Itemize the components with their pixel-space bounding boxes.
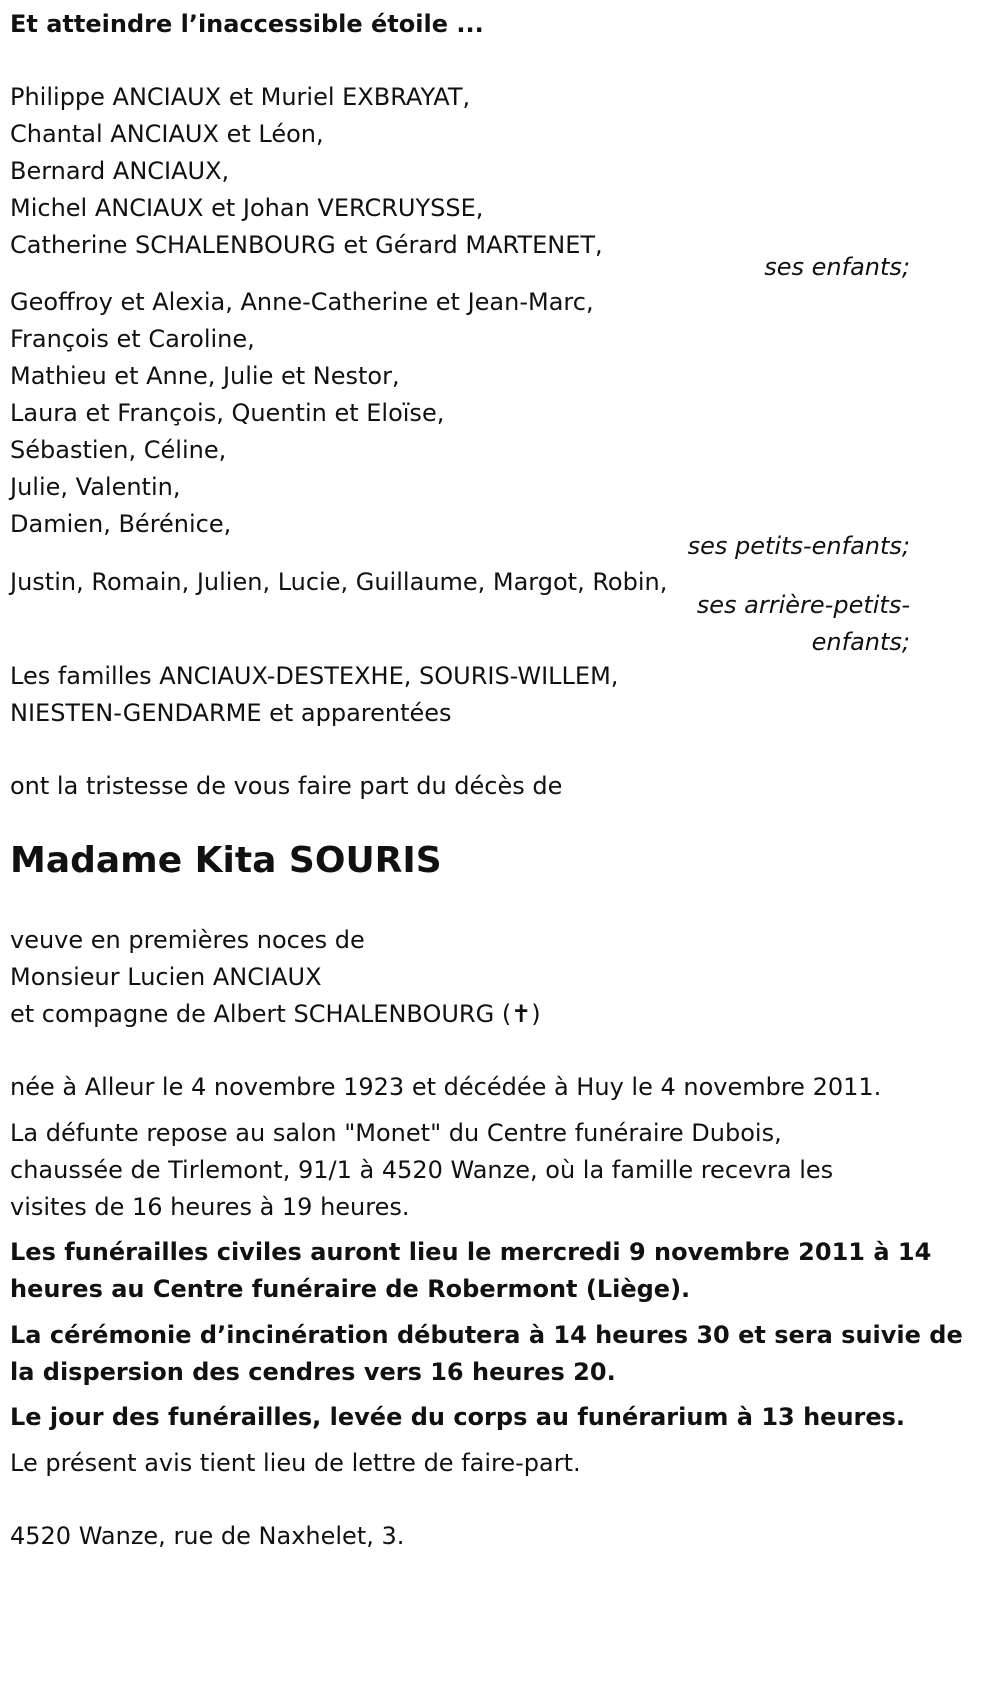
list-item: Philippe ANCIAUX et Muriel EXBRAYAT, [10, 83, 471, 111]
children-caption: ses enfants; [764, 253, 910, 281]
list-item: Catherine SCHALENBOURG et Gérard MARTENET, [10, 231, 603, 259]
list-item: Mathieu et Anne, Julie et Nestor, [10, 362, 400, 390]
epigraph [10, 6, 910, 43]
funeral-line: Les funérailles civiles auront lieu le mercredi 9 novembre 2011 à 14 [10, 1238, 932, 1266]
list-item: Bernard ANCIAUX, [10, 157, 230, 185]
list-item: Julie, Valentin, [10, 473, 181, 501]
viewing-line: chaussée de Tirlemont, 91/1 à 4520 Wanze, où la famille recevra les [10, 1156, 834, 1184]
relation-line: Monsieur Lucien ANCIAUX [10, 963, 322, 991]
funeral-line: heures au Centre funéraire de Robermont (Liège). [10, 1275, 691, 1303]
list-item: Sébastien, Céline, [10, 436, 227, 464]
address: 4520 Wanze, rue de Naxhelet, 3. [10, 1522, 405, 1550]
relations [10, 922, 910, 1033]
funeral-info [10, 1234, 932, 1308]
children-list [10, 79, 910, 264]
viewing-line: La défunte repose au salon "Monet" du Centre funéraire Dubois, [10, 1119, 782, 1147]
epigraph-text: Et atteindre l’inaccessible étoile ... [10, 10, 484, 38]
viewing-info [10, 1115, 910, 1226]
list-item: Geoffroy et Alexia, Anne-Catherine et Jean-Marc, [10, 288, 594, 316]
caption-line: ses arrière-petits- [696, 591, 910, 619]
list-item: Damien, Bérénice, [10, 510, 232, 538]
great-grandchildren-caption [697, 587, 910, 661]
removal-info: Le jour des funérailles, levée du corps au funérarium à 13 heures. [10, 1403, 906, 1431]
caption-line: enfants; [811, 628, 910, 656]
deceased-name: Madame Kita SOURIS [10, 840, 442, 881]
list-item: François et Caroline, [10, 325, 255, 353]
families-list [10, 658, 910, 732]
announcement: ont la tristesse de vous faire part du décès de [10, 772, 563, 800]
cremation-line: La cérémonie d’incinération débutera à 14 heures 30 et sera suivie de [10, 1321, 963, 1349]
list-item: Laura et François, Quentin et Eloïse, [10, 399, 445, 427]
notice: Le présent avis tient lieu de lettre de faire-part. [10, 1449, 581, 1477]
list-item: Justin, Romain, Julien, Lucie, Guillaume, Margot, Robin, [10, 568, 668, 596]
grandchildren-list [10, 284, 910, 543]
birth-death: née à Alleur le 4 novembre 1923 et décédée à Huy le 4 novembre 2011. [10, 1073, 882, 1101]
viewing-line: visites de 16 heures à 19 heures. [10, 1193, 410, 1221]
list-item: Chantal ANCIAUX et Léon, [10, 120, 324, 148]
list-item: Les familles ANCIAUX-DESTEXHE, SOURIS-WILLEM, [10, 662, 619, 690]
grandchildren-caption: ses petits-enfants; [687, 532, 910, 560]
relation-line: et compagne de Albert SCHALENBOURG (✝) [10, 1000, 541, 1028]
list-item: Michel ANCIAUX et Johan VERCRUYSSE, [10, 194, 484, 222]
relation-line: veuve en premières noces de [10, 926, 365, 954]
cremation-line: la dispersion des cendres vers 16 heures 20. [10, 1358, 616, 1386]
cremation-info [10, 1317, 963, 1391]
list-item: NIESTEN-GENDARME et apparentées [10, 699, 452, 727]
